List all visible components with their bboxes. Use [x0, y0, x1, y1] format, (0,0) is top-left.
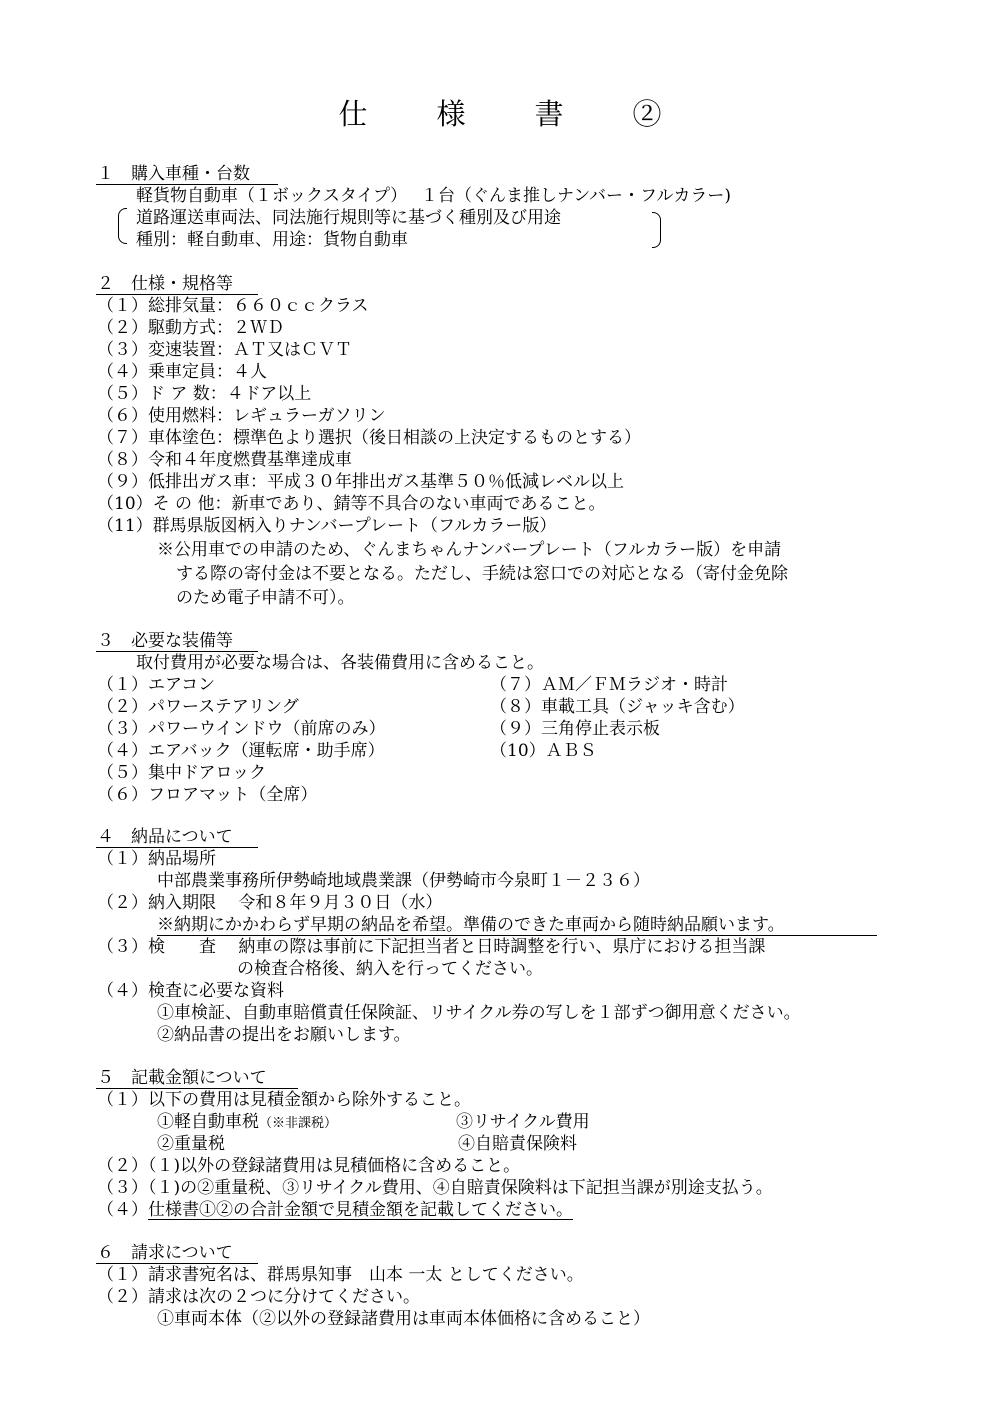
section-1-heading: １ 購入車種・台数	[97, 164, 250, 184]
delivery-item: （１）納品場所	[97, 849, 216, 869]
delivery-location: 中部農業事務所伊勢崎地域農業課（伊勢崎市今泉町１－２３６）	[157, 871, 650, 891]
document-title: 仕 様 書 ②	[338, 97, 682, 131]
amount-item-prefix: （４）	[97, 1200, 148, 1220]
amount-item-emphasis: 仕様書①②の合計金額で見積金額を記載してください。	[148, 1200, 573, 1220]
section-1-vehicle: 軽貨物自動車（１ボックスタイプ） １台（ぐんま推しナンバー・フルカラー)	[136, 186, 731, 206]
equipment-item: （８）車載工具（ジャッキ含む）	[490, 697, 745, 717]
delivery-item: （３）検 査 納車の際は事前に下記担当者と日時調整を行い、県庁における担当課	[97, 937, 766, 957]
section-4-heading: ４ 納品について	[97, 827, 233, 847]
equipment-item: （２）パワーステアリング	[97, 697, 299, 717]
spec-item: （10）そ の 他：新車であり、錆等不具合のない車両であること。	[97, 494, 606, 514]
spec-item: （４）乗車定員：４人	[97, 362, 267, 382]
right-bracket	[652, 212, 661, 248]
section-3-heading: ３ 必要な装備等	[97, 631, 233, 651]
fee-note: （※非課税）	[259, 1116, 338, 1131]
equipment-intro: 取付費用が必要な場合は、各装備費用に含めること。	[136, 653, 544, 673]
invoice-item: （１）請求書宛名は、群馬県知事 山本 一太 としてください。	[97, 1265, 584, 1285]
invoice-item: （２）請求は次の２つに分けてください。	[97, 1287, 420, 1307]
invoice-sub-item: ①車両本体（②以外の登録諸費用は車両本体価格に含めること）	[157, 1309, 650, 1329]
equipment-item: （５）集中ドアロック	[97, 763, 267, 783]
section-6-heading: ６ 請求について	[97, 1243, 233, 1263]
delivery-note: ※納期にかかわらず早期の納品を希望。準備のできた車両から随時納品願います。	[157, 915, 785, 935]
spec-item: （９）低排出ガス車：平成３０年排出ガス基準５０％低減レベル以上	[97, 472, 624, 492]
delivery-item-cont: の検査合格後、納入を行ってください。	[237, 959, 543, 979]
equipment-item: （１）エアコン	[97, 675, 216, 695]
spec-item: （７）車体塗色：標準色より選択（後日相談の上決定するものとする）	[97, 428, 641, 448]
amount-item	[97, 1199, 573, 1221]
fee-item: ③リサイクル費用	[456, 1112, 590, 1132]
delivery-item: （４）検査に必要な資料	[97, 981, 284, 1001]
amount-item: （１）以下の費用は見積金額から除外すること。	[97, 1090, 471, 1110]
section-2-heading: ２ 仕様・規格等	[97, 274, 233, 294]
equipment-item: （９）三角停止表示板	[490, 719, 660, 739]
equipment-item: （６）フロアマット（全席）	[97, 785, 318, 805]
fee-label: ①軽自動車税	[157, 1112, 259, 1132]
equipment-item: （３）パワーウインドウ（前席のみ）	[97, 719, 386, 739]
equipment-item: （４）エアバック（運転席・助手席）	[97, 741, 385, 761]
spec-item: （６）使用燃料：レギュラーガソリン	[97, 406, 386, 426]
amount-item: （２）（１)以外の登録諸費用は見積価格に含めること。	[97, 1156, 521, 1176]
spec-item: （１）総排気量：６６０ｃｃクラス	[97, 296, 369, 316]
left-bracket	[118, 208, 127, 244]
amount-item: （３）（１)の②重量税、③リサイクル費用、④自賠責保険料は下記担当課が別途支払う。	[97, 1178, 773, 1198]
fee-item: ②重量税	[157, 1134, 225, 1154]
fee-item	[157, 1111, 337, 1135]
spec-item: （２）駆動方式：２ＷＤ	[97, 318, 284, 338]
equipment-item: （10）ＡＢＳ	[490, 741, 597, 761]
spec-note: のため電子申請不可）。	[176, 588, 355, 608]
section-5-heading: ５ 記載金額について	[97, 1068, 267, 1088]
spec-item: （11）群馬県版図柄入りナンバープレート（フルカラー版）	[97, 516, 557, 536]
section-1-bracket-line2: 種別：軽自動車、用途：貨物自動車	[136, 230, 408, 250]
delivery-doc: ②納品書の提出をお願いします。	[157, 1025, 411, 1045]
delivery-item: （２）納入期限 令和８年９月３０日（水）	[97, 893, 443, 913]
delivery-doc: ①車検証、自動車賠償責任保険証、リサイクル券の写しを１部ずつ御用意ください。	[157, 1003, 801, 1023]
spec-note: ※公用車での申請のため、ぐんまちゃんナンバープレート（フルカラー版）を申請	[157, 540, 782, 560]
spec-item: （５）ド ア 数：４ドア以上	[97, 384, 312, 404]
spec-item: （８）令和４年度燃費基準達成車	[97, 450, 352, 470]
spec-item: （３）変速装置：ＡＴ又はＣＶＴ	[97, 340, 352, 360]
equipment-item: （７）ＡＭ／ＦＭラジオ・時計	[490, 675, 728, 695]
spec-note: する際の寄付金は不要となる。ただし、手続は窓口での対応となる（寄付金免除	[176, 564, 788, 584]
section-1-bracket-line1: 道路運送車両法、同法施行規則等に基づく種別及び用途	[136, 208, 561, 228]
fee-item: ④自賠責保険料	[458, 1134, 577, 1154]
